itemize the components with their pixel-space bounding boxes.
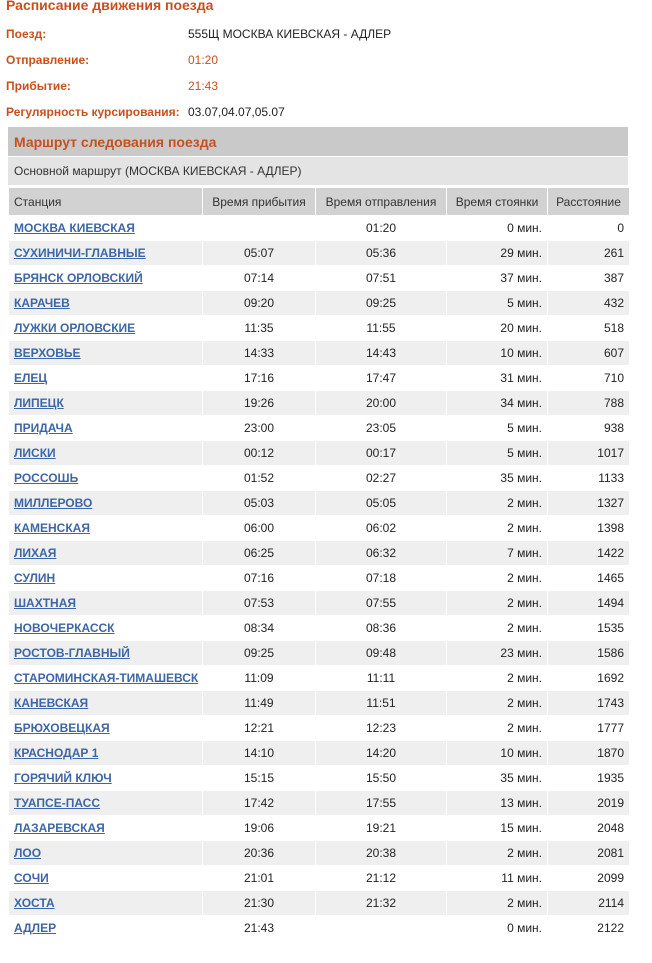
station-link[interactable]: ШАХТНАЯ (14, 596, 77, 610)
stop-duration: 0 мин. (447, 916, 548, 941)
distance: 2122 (548, 916, 630, 941)
stop-duration: 29 мин. (447, 241, 548, 266)
table-row (9, 291, 630, 316)
arrival-time: 06:25 (203, 541, 316, 566)
distance: 518 (548, 316, 630, 341)
departure-time: 01:20 (316, 216, 447, 241)
table-row (9, 266, 630, 291)
arrival-time: 06:00 (203, 516, 316, 541)
table-row (9, 316, 630, 341)
distance: 0 (548, 216, 630, 241)
departure-value: 01:20 (188, 53, 219, 67)
station-link[interactable]: ТУАПСЕ-ПАСС (14, 796, 101, 810)
distance: 2048 (548, 816, 630, 841)
table-row (9, 791, 630, 816)
stop-duration: 13 мин. (447, 791, 548, 816)
arrival-time: 17:42 (203, 791, 316, 816)
table-row (9, 541, 630, 566)
arrival-time: 11:49 (203, 691, 316, 716)
table-row (9, 516, 630, 541)
departure-time: 02:27 (316, 466, 447, 491)
departure-time: 00:17 (316, 441, 447, 466)
station-link[interactable]: ЛИХАЯ (14, 546, 57, 560)
station-link[interactable]: ЛУЖКИ ОРЛОВСКИЕ (14, 321, 136, 335)
table-row (9, 491, 630, 516)
distance: 2019 (548, 791, 630, 816)
table-row (9, 366, 630, 391)
regularity-info-row (6, 105, 646, 125)
table-row (9, 841, 630, 866)
table-row (9, 741, 630, 766)
station-cell (9, 491, 203, 516)
station-cell (9, 466, 203, 491)
departure-time: 19:21 (316, 816, 447, 841)
distance: 1692 (548, 666, 630, 691)
departure-time: 14:20 (316, 741, 447, 766)
station-link[interactable]: КРАСНОДАР 1 (14, 746, 99, 760)
station-cell (9, 741, 203, 766)
station-cell (9, 841, 203, 866)
station-link[interactable]: ЕЛЕЦ (14, 371, 48, 385)
stop-duration: 35 мин. (447, 466, 548, 491)
departure-time: 12:23 (316, 716, 447, 741)
route-header (8, 127, 628, 156)
station-link[interactable]: ХОСТА (14, 896, 55, 910)
stop-duration: 2 мин. (447, 516, 548, 541)
station-link[interactable]: РОСТОВ-ГЛАВНЫЙ (14, 646, 130, 660)
departure-time: 06:32 (316, 541, 447, 566)
departure-time: 09:48 (316, 641, 447, 666)
arrival-time: 14:10 (203, 741, 316, 766)
regularity-label: Регулярность курсирования: (6, 105, 180, 119)
arrival-info-row (6, 79, 646, 99)
table-row (9, 666, 630, 691)
stop-duration: 5 мин. (447, 416, 548, 441)
departure-time: 06:02 (316, 516, 447, 541)
distance: 938 (548, 416, 630, 441)
distance: 387 (548, 266, 630, 291)
train-label: Поезд: (6, 27, 47, 41)
departure-time: 14:43 (316, 341, 447, 366)
table-row (9, 566, 630, 591)
distance: 2081 (548, 841, 630, 866)
stop-duration: 2 мин. (447, 691, 548, 716)
distance: 1743 (548, 691, 630, 716)
arrival-time: 17:16 (203, 366, 316, 391)
table-row (9, 641, 630, 666)
table-row (9, 416, 630, 441)
page-title: Расписание движения поезда (6, 0, 214, 13)
stop-duration: 5 мин. (447, 441, 548, 466)
arrival-time: 19:06 (203, 816, 316, 841)
station-cell (9, 391, 203, 416)
col-header-arrival: Время прибытия (203, 188, 316, 216)
stop-duration: 2 мин. (447, 591, 548, 616)
distance: 2114 (548, 891, 630, 916)
departure-time: 21:32 (316, 891, 447, 916)
station-cell (9, 866, 203, 891)
regularity-value: 03.07,04.07,05.07 (188, 105, 285, 119)
stop-duration: 2 мин. (447, 716, 548, 741)
distance: 1777 (548, 716, 630, 741)
arrival-time (203, 216, 316, 241)
arrival-time: 05:07 (203, 241, 316, 266)
stop-duration: 34 мин. (447, 391, 548, 416)
arrival-time: 11:35 (203, 316, 316, 341)
table-row (9, 591, 630, 616)
table-row (9, 616, 630, 641)
arrival-time: 07:14 (203, 266, 316, 291)
departure-time: 09:25 (316, 291, 447, 316)
arrival-time: 12:21 (203, 716, 316, 741)
stop-duration: 35 мин. (447, 766, 548, 791)
station-link[interactable]: КАРАЧЕВ (14, 296, 70, 310)
station-link[interactable]: МИЛЛЕРОВО (14, 496, 93, 510)
train-info-row (6, 27, 646, 47)
station-cell (9, 291, 203, 316)
departure-time: 20:00 (316, 391, 447, 416)
stop-duration: 2 мин. (447, 841, 548, 866)
arrival-time: 21:01 (203, 866, 316, 891)
stop-duration: 10 мин. (447, 341, 548, 366)
distance: 432 (548, 291, 630, 316)
route-title: Маршрут следования поезда (14, 134, 217, 150)
distance: 1870 (548, 741, 630, 766)
table-row (9, 691, 630, 716)
distance: 788 (548, 391, 630, 416)
station-cell (9, 316, 203, 341)
arrival-time: 09:20 (203, 291, 316, 316)
arrival-value: 21:43 (188, 79, 219, 93)
departure-time: 07:51 (316, 266, 447, 291)
stop-duration: 2 мин. (447, 616, 548, 641)
station-cell (9, 516, 203, 541)
distance: 1327 (548, 491, 630, 516)
departure-time: 17:55 (316, 791, 447, 816)
stop-duration: 2 мин. (447, 666, 548, 691)
station-link[interactable]: ВЕРХОВЬЕ (14, 346, 81, 360)
stop-duration: 5 мин. (447, 291, 548, 316)
station-cell (9, 766, 203, 791)
station-cell (9, 641, 203, 666)
station-link[interactable]: БРЮХОВЕЦКАЯ (14, 721, 110, 735)
departure-time: 11:11 (316, 666, 447, 691)
stop-duration: 7 мин. (447, 541, 548, 566)
arrival-label: Прибытие: (6, 79, 71, 93)
station-cell (9, 666, 203, 691)
col-header-distance: Расстояние (548, 188, 630, 216)
station-link[interactable]: АДЛЕР (14, 921, 57, 935)
station-cell (9, 791, 203, 816)
table-row (9, 391, 630, 416)
arrival-time: 07:53 (203, 591, 316, 616)
departure-time: 07:18 (316, 566, 447, 591)
departure-info-row (6, 53, 646, 73)
station-link[interactable]: СУХИНИЧИ-ГЛАВНЫЕ (14, 246, 146, 260)
train-value: 555Щ МОСКВА КИЕВСКАЯ - АДЛЕР (188, 27, 392, 41)
arrival-time: 11:09 (203, 666, 316, 691)
station-cell (9, 916, 203, 941)
departure-time: 17:47 (316, 366, 447, 391)
stop-duration: 2 мин. (447, 891, 548, 916)
station-link[interactable]: ГОРЯЧИЙ КЛЮЧ (14, 771, 112, 785)
distance: 1465 (548, 566, 630, 591)
departure-time: 20:38 (316, 841, 447, 866)
stop-duration: 11 мин. (447, 866, 548, 891)
station-link[interactable]: ЛИПЕЦК (14, 396, 64, 410)
table-header-row (9, 188, 630, 216)
distance: 1017 (548, 441, 630, 466)
station-cell (9, 716, 203, 741)
arrival-time: 20:36 (203, 841, 316, 866)
station-cell (9, 216, 203, 241)
station-cell (9, 541, 203, 566)
table-row (9, 341, 630, 366)
arrival-time: 14:33 (203, 341, 316, 366)
distance: 1586 (548, 641, 630, 666)
col-header-stop: Время стоянки (447, 188, 548, 216)
station-link[interactable]: КАНЕВСКАЯ (14, 696, 89, 710)
distance: 1935 (548, 766, 630, 791)
station-cell (9, 441, 203, 466)
stop-duration: 15 мин. (447, 816, 548, 841)
main-route-bar (8, 157, 628, 185)
station-link[interactable]: ЛАЗАРЕВСКАЯ (14, 821, 105, 835)
distance: 1494 (548, 591, 630, 616)
departure-time: 08:36 (316, 616, 447, 641)
arrival-time: 08:34 (203, 616, 316, 641)
stop-duration: 23 мин. (447, 641, 548, 666)
table-row (9, 766, 630, 791)
stop-duration: 10 мин. (447, 741, 548, 766)
station-cell (9, 816, 203, 841)
stop-duration: 2 мин. (447, 566, 548, 591)
arrival-time: 00:12 (203, 441, 316, 466)
arrival-time: 07:16 (203, 566, 316, 591)
table-row (9, 891, 630, 916)
distance: 710 (548, 366, 630, 391)
station-cell (9, 691, 203, 716)
table-row (9, 916, 630, 941)
station-link[interactable]: СОЧИ (14, 871, 49, 885)
arrival-time: 23:00 (203, 416, 316, 441)
col-header-station: Станция (9, 188, 203, 216)
table-row (9, 466, 630, 491)
station-link[interactable]: СТАРОМИНСКАЯ-ТИМАШЕВСК (14, 671, 199, 685)
departure-time: 15:50 (316, 766, 447, 791)
distance: 607 (548, 341, 630, 366)
arrival-time: 19:26 (203, 391, 316, 416)
departure-label: Отправление: (6, 53, 90, 67)
schedule-table (8, 187, 630, 941)
station-cell (9, 341, 203, 366)
arrival-time: 01:52 (203, 466, 316, 491)
departure-time: 23:05 (316, 416, 447, 441)
departure-time (316, 916, 447, 941)
station-link[interactable]: ЛИСКИ (14, 446, 56, 460)
departure-time: 11:51 (316, 691, 447, 716)
distance: 1422 (548, 541, 630, 566)
station-link[interactable]: ПРИДАЧА (14, 421, 73, 435)
table-row (9, 716, 630, 741)
arrival-time: 21:30 (203, 891, 316, 916)
distance: 261 (548, 241, 630, 266)
arrival-time: 21:43 (203, 916, 316, 941)
station-link[interactable]: ЛОО (14, 846, 42, 860)
stop-duration: 37 мин. (447, 266, 548, 291)
stop-duration: 20 мин. (447, 316, 548, 341)
station-link[interactable]: БРЯНСК ОРЛОВСКИЙ (14, 271, 143, 285)
station-link[interactable]: МОСКВА КИЕВСКАЯ (14, 221, 135, 235)
distance: 2099 (548, 866, 630, 891)
departure-time: 05:36 (316, 241, 447, 266)
station-link[interactable]: НОВОЧЕРКАССК (14, 621, 115, 635)
station-cell (9, 241, 203, 266)
station-cell (9, 416, 203, 441)
stop-duration: 31 мин. (447, 366, 548, 391)
departure-time: 11:55 (316, 316, 447, 341)
station-cell (9, 366, 203, 391)
stop-duration: 0 мин. (447, 216, 548, 241)
station-cell (9, 591, 203, 616)
departure-time: 07:55 (316, 591, 447, 616)
stop-duration: 2 мин. (447, 491, 548, 516)
table-row (9, 866, 630, 891)
distance: 1398 (548, 516, 630, 541)
main-route-label: Основной маршрут (МОСКВА КИЕВСКАЯ - АДЛЕР) (14, 164, 302, 178)
col-header-departure: Время отправления (316, 188, 447, 216)
arrival-time: 05:03 (203, 491, 316, 516)
arrival-time: 15:15 (203, 766, 316, 791)
station-cell (9, 616, 203, 641)
table-row (9, 816, 630, 841)
table-row (9, 441, 630, 466)
station-cell (9, 891, 203, 916)
table-row (9, 216, 630, 241)
departure-time: 05:05 (316, 491, 447, 516)
distance: 1535 (548, 616, 630, 641)
station-cell (9, 566, 203, 591)
station-link[interactable]: СУЛИН (14, 571, 56, 585)
station-link[interactable]: РОССОШЬ (14, 471, 79, 485)
station-link[interactable]: КАМЕНСКАЯ (14, 521, 90, 535)
distance: 1133 (548, 466, 630, 491)
station-cell (9, 266, 203, 291)
departure-time: 21:12 (316, 866, 447, 891)
table-row (9, 241, 630, 266)
arrival-time: 09:25 (203, 641, 316, 666)
